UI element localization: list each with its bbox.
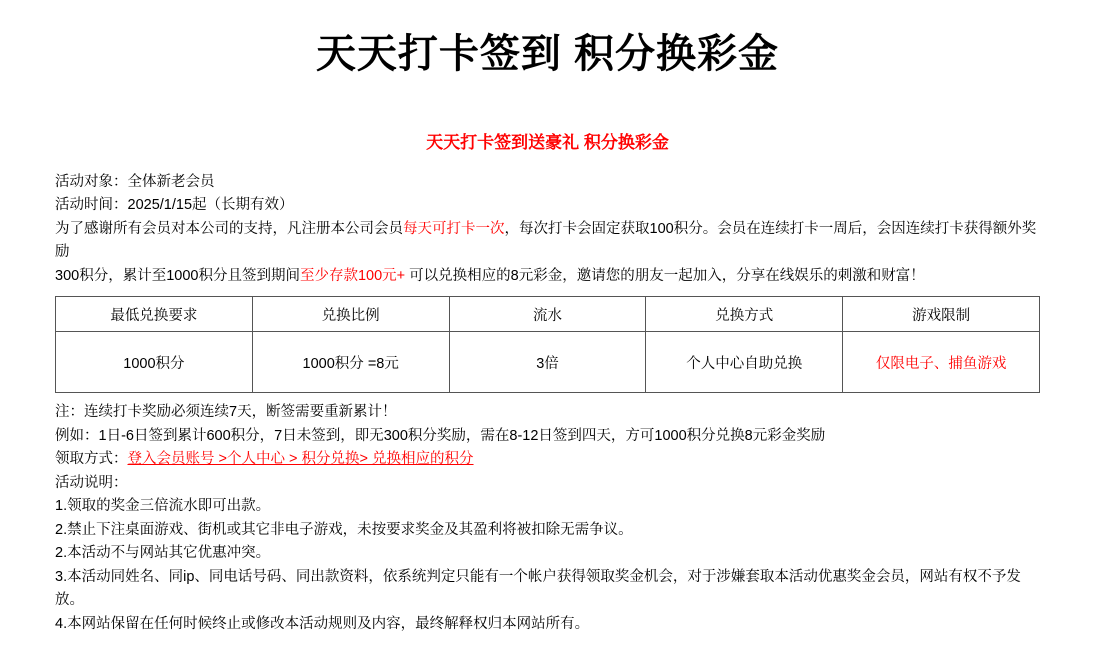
note-continuous: 注：连续打卡奖励必须连续7天，断签需要重新累计！ [55,404,397,421]
table-cell-min-requirement: 1000积分 [56,332,253,393]
rules-section [55,472,1040,636]
note-example: 例如：1日-6日签到累计600积分，7日未签到，即无300积分奖励，需在8-12日签到四天，方可1000积分兑换8元彩金奖励 [55,427,826,444]
time-line [55,194,1040,217]
table-header-cell: 兑换比例 [252,297,449,332]
table-header-row [56,297,1040,332]
audience-line [55,171,1040,194]
rule-item: 1.领取的奖金三倍流水即可出款。 [55,498,271,515]
promo-subtitle: 天天打卡签到送豪礼 积分换彩金 [426,133,669,152]
claim-path[interactable]: 登入会员账号 >个人中心 > 积分兑换> 兑换相应的积分 [127,451,474,468]
intro-part2: ，每次打卡会固定获取100积分。会员在连续打卡一周后，会因连续打卡获得额外奖励 [55,220,1037,261]
intro-part1: 为了感谢所有会员对本公司的支持，凡注册本公司会员 [55,220,403,237]
table-header-cell: 游戏限制 [843,297,1040,332]
intro-part3: 300积分，累计至1000积分且签到期间 [55,267,300,284]
table-cell-turnover: 3倍 [449,332,646,393]
time-value: 2025/1/15起（长期有效） [127,197,294,214]
table-header-cell: 兑换方式 [646,297,843,332]
intro-part4: 可以兑换相应的8元彩金，邀请您的朋友一起加入，分享在线娱乐的刺激和财富！ [405,267,925,284]
rule-item: 4.本网站保留在任何时候终止或修改本活动规则及内容，最终解释权归本网站所有。 [55,615,590,632]
table-cell-exchange-rate: 1000积分 =8元 [252,332,449,393]
notes-section [55,401,1040,471]
intro-paragraph [55,218,1040,288]
page-title: 天天打卡签到 积分换彩金 [315,32,780,76]
rule-item: 2.禁止下注桌面游戏、街机或其它非电子游戏，未按要求奖金及其盈利将被扣除无需争议。 [55,521,633,538]
rule-item: 2.本活动不与网站其它优惠冲突。 [55,545,271,562]
claim-line [55,448,1040,471]
time-label: 活动时间： [55,197,128,214]
claim-label: 领取方式： [55,451,128,468]
intro-highlight-daily: 每天可打卡一次 [403,220,505,237]
table-row [56,332,1040,393]
audience-value: 全体新老会员 [127,174,215,190]
promo-table [55,296,1040,393]
rule-item: 3.本活动同姓名、同ip、同电话号码、同出款资料，依系统判定只能有一个帐户获得领取奖金机会，对于涉嫌套取本活动优惠奖金会员，网站有权不予发放。 [55,568,1021,609]
audience-label: 活动对象： [55,174,128,190]
table-header-cell: 最低兑换要求 [56,297,253,332]
content-body [0,128,1095,636]
table-header-cell: 流水 [449,297,646,332]
rules-heading: 活动说明： [55,474,128,491]
table-cell-game-limit: 仅限电子、捕鱼游戏 [843,332,1040,393]
promotion-page [0,28,1095,665]
intro-highlight-deposit: 至少存款100元+ [299,267,406,284]
table-cell-exchange-method: 个人中心自助兑换 [646,332,843,393]
